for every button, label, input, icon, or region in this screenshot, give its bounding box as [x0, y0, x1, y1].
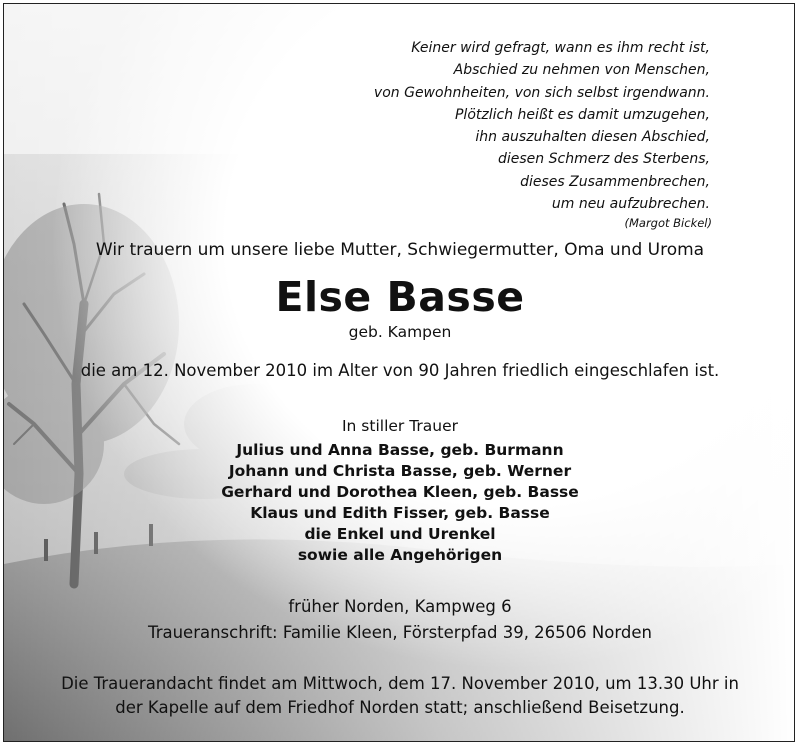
address-block: [4, 594, 795, 646]
mourner-entry: sowie alle Angehörigen: [297, 546, 503, 564]
mourner-entry: Julius und Anna Basse, geb. Burmann: [236, 441, 564, 459]
poem-line: dieses Zusammenbrechen,: [520, 173, 710, 190]
poem: [374, 37, 710, 231]
maiden-name: geb. Kampen: [348, 323, 452, 341]
poem-line: Abschied zu nehmen von Menschen,: [453, 62, 710, 79]
mourner-entry: Gerhard und Dorothea Kleen, geb. Basse: [221, 483, 579, 501]
deceased-name: Else Basse: [275, 273, 525, 321]
poem-line: Plötzlich heißt es damit umzugehen,: [454, 106, 710, 123]
mourner-entry: die Enkel und Urenkel: [304, 525, 496, 543]
former-address: früher Norden, Kampweg 6: [288, 597, 512, 616]
mourning-address: Traueranschrift: Familie Kleen, Försterpfad 39, 26506 Norden: [148, 623, 652, 642]
poem-line: ihn auszuhalten diesen Abschied,: [475, 129, 710, 146]
poem-line: von Gewohnheiten, von sich selbst irgendwann.: [373, 84, 710, 101]
poem-line: Keiner wird gefragt, wann es ihm recht ist,: [411, 40, 710, 56]
death-notice: die am 12. November 2010 im Alter von 90 Jahren friedlich eingeschlafen ist.: [80, 361, 720, 380]
service-line-2: der Kapelle auf dem Friedhof Norden statt; anschließend Beisetzung.: [115, 698, 685, 717]
intro-text: Wir trauern um unsere liebe Mutter, Schwiegermutter, Oma und Uroma: [95, 240, 705, 260]
poem-line: um neu aufzubrechen.: [551, 196, 710, 213]
service-line-1: Die Trauerandacht findet am Mittwoch, dem 17. November 2010, um 13.30 Uhr in: [61, 674, 739, 693]
mourner-entry: Johann und Christa Basse, geb. Werner: [228, 462, 572, 480]
service-notice: [4, 672, 795, 720]
poem-line: diesen Schmerz des Sterbens,: [498, 151, 710, 168]
obituary-frame: [3, 3, 795, 742]
mourning-heading: In stiller Trauer: [341, 417, 459, 435]
mourner-entry: Klaus und Edith Fisser, geb. Basse: [250, 504, 550, 522]
mourners-block: [4, 415, 795, 566]
poem-author: (Margot Bickel): [624, 216, 712, 231]
